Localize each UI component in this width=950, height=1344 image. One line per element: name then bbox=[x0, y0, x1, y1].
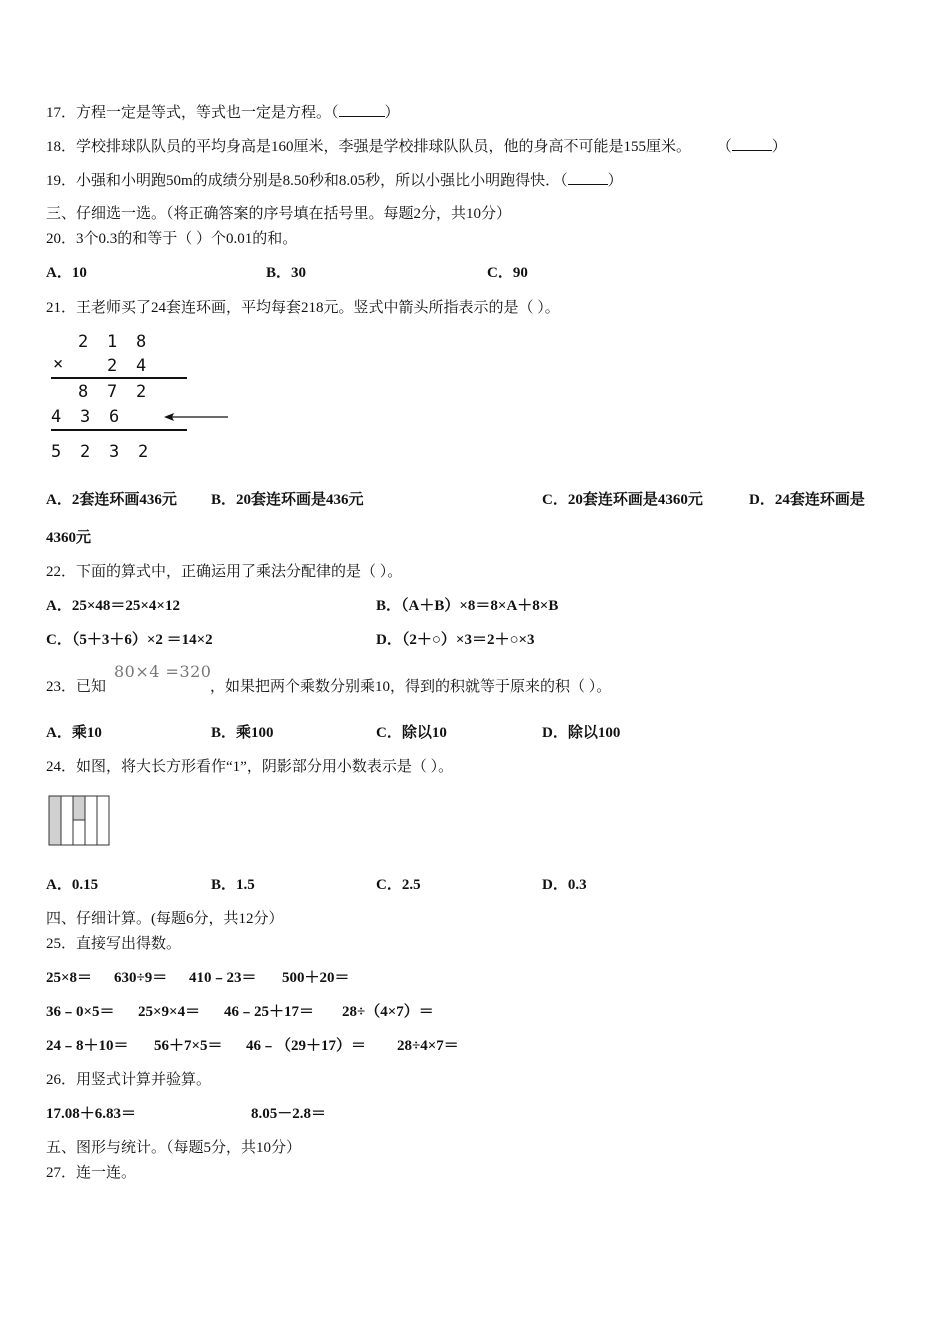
q22-option-d[interactable]: D．（2＋○）×3＝2＋○×3 bbox=[376, 632, 535, 648]
question-18-close: ） bbox=[771, 139, 787, 155]
question-17-text: 17．方程一定是等式，等式也一定是方程。（ bbox=[46, 105, 339, 121]
digit: 8 bbox=[78, 382, 89, 402]
digit: 8 bbox=[136, 332, 147, 352]
q21-option-d[interactable]: D．24套连环画是 bbox=[749, 492, 865, 508]
q20-option-b[interactable]: B．30 bbox=[266, 265, 307, 281]
question-23-pre: 23．已知 bbox=[46, 679, 107, 695]
question-24-stem: 24．如图，将大长方形看作“1”，阴影部分用小数表示是（ ）。 bbox=[46, 759, 454, 775]
multiplication-rule-2 bbox=[51, 429, 187, 431]
q22-option-c[interactable]: C．（5＋3＋6）×2 ＝14×2 bbox=[46, 632, 213, 648]
calc-item: 630÷9＝ bbox=[114, 970, 168, 986]
question-26-stem: 26．用竖式计算并验算。 bbox=[46, 1072, 212, 1088]
digit: 2 bbox=[80, 442, 91, 462]
question-21-stem: 21．王老师买了24套连环画，平均每套218元。竖式中箭头所指表示的是（ ）。 bbox=[46, 300, 560, 316]
calc-item: 36﹣0×5＝ bbox=[46, 1004, 115, 1020]
calc-item: 500＋20＝ bbox=[282, 970, 350, 986]
q23-option-b[interactable]: B．乘100 bbox=[211, 725, 274, 741]
question-19-text: 19．小强和小明跑50m的成绩分别是8.50秒和8.05秒，所以小强比小明跑得快．（ bbox=[46, 173, 568, 189]
q22-option-b[interactable]: B．（A＋B）×8＝8×A＋8×B bbox=[376, 598, 559, 614]
calc-item: 28÷4×7＝ bbox=[397, 1038, 459, 1054]
q24-option-a[interactable]: A．0.15 bbox=[46, 877, 99, 893]
q23-option-d[interactable]: D．除以100 bbox=[542, 725, 621, 741]
digit: 2 bbox=[107, 356, 118, 376]
question-18-open: （ bbox=[716, 139, 732, 155]
digit: 5 bbox=[51, 442, 62, 462]
q23-equation-image: 80×4 =320 bbox=[114, 662, 212, 681]
answer-blank-17[interactable] bbox=[339, 102, 385, 117]
answer-blank-18[interactable] bbox=[732, 136, 772, 151]
calc-item: 24﹣8＋10＝ bbox=[46, 1038, 129, 1054]
q23-option-c[interactable]: C．除以10 bbox=[376, 725, 447, 741]
q21-option-c[interactable]: C．20套连环画是4360元 bbox=[542, 492, 703, 508]
q20-option-c[interactable]: C．90 bbox=[487, 265, 528, 281]
question-20-stem: 20．3个0.3的和等于（ ）个0.01的和。 bbox=[46, 231, 298, 247]
vertical-calc-item: 17.08＋6.83＝ bbox=[46, 1106, 137, 1122]
calc-item: 56＋7×5＝ bbox=[154, 1038, 223, 1054]
vertical-multiplication bbox=[48, 328, 238, 468]
vertical-calc-item: 8.05－2.8＝ bbox=[251, 1106, 327, 1122]
times-sign: × bbox=[53, 354, 64, 374]
question-17-close: ） bbox=[384, 105, 400, 121]
calc-item: 25×8＝ bbox=[46, 970, 93, 986]
digit: 1 bbox=[107, 332, 118, 352]
question-27-stem: 27．连一连。 bbox=[46, 1165, 137, 1181]
q21-option-b[interactable]: B．20套连环画是436元 bbox=[211, 492, 364, 508]
question-18-text: 18．学校排球队队员的平均身高是160厘米，李强是学校排球队队员，他的身高不可能是155厘米。 bbox=[46, 139, 692, 155]
question-19 bbox=[46, 170, 623, 191]
digit: 3 bbox=[109, 442, 120, 462]
digit: 2 bbox=[136, 382, 147, 402]
q22-option-a[interactable]: A．25×48＝25×4×12 bbox=[46, 598, 180, 614]
digit: 2 bbox=[78, 332, 89, 352]
digit: 6 bbox=[109, 407, 120, 427]
question-17 bbox=[46, 102, 400, 123]
section-5-heading: 五、图形与统计。（每题5分，共10分） bbox=[46, 1140, 302, 1156]
question-23-post: ，如果把两个乘数分别乘10，得到的积就等于原来的积（ ）。 bbox=[210, 679, 612, 695]
q21-option-d-continued: 4360元 bbox=[46, 530, 92, 546]
section-4-heading: 四、仔细计算。(每题6分，共12分） bbox=[46, 911, 284, 927]
multiplication-rule-1 bbox=[51, 377, 187, 379]
calc-item: 46﹣（29＋17）＝ bbox=[246, 1038, 367, 1054]
answer-blank-19[interactable] bbox=[568, 170, 608, 185]
q23-option-a[interactable]: A．乘10 bbox=[46, 725, 102, 741]
q20-option-a[interactable]: A．10 bbox=[46, 265, 87, 281]
calc-item: 410﹣23＝ bbox=[189, 970, 257, 986]
question-22-stem: 22．下面的算式中，正确运用了乘法分配律的是（ ）。 bbox=[46, 564, 403, 580]
q24-option-c[interactable]: C．2.5 bbox=[376, 877, 421, 893]
q24-option-d[interactable]: D．0.3 bbox=[542, 877, 587, 893]
arrow-left-icon bbox=[162, 408, 232, 426]
shaded-rectangle-figure bbox=[48, 795, 112, 847]
q21-option-a[interactable]: A．2套连环画436元 bbox=[46, 492, 177, 508]
question-19-close: ） bbox=[607, 173, 623, 189]
digit: 4 bbox=[136, 356, 147, 376]
digit: 2 bbox=[138, 442, 149, 462]
section-3-heading: 三、仔细选一选。（将正确答案的序号填在括号里。每题2分，共10分） bbox=[46, 206, 512, 222]
calc-item: 28÷（4×7）＝ bbox=[342, 1004, 434, 1020]
digit: 3 bbox=[80, 407, 91, 427]
digit: 7 bbox=[107, 382, 118, 402]
q24-option-b[interactable]: B．1.5 bbox=[211, 877, 255, 893]
calc-item: 46﹣25＋17＝ bbox=[224, 1004, 315, 1020]
question-18 bbox=[46, 136, 787, 157]
digit: 4 bbox=[51, 407, 62, 427]
calc-item: 25×9×4＝ bbox=[138, 1004, 201, 1020]
question-25-stem: 25．直接写出得数。 bbox=[46, 936, 182, 952]
